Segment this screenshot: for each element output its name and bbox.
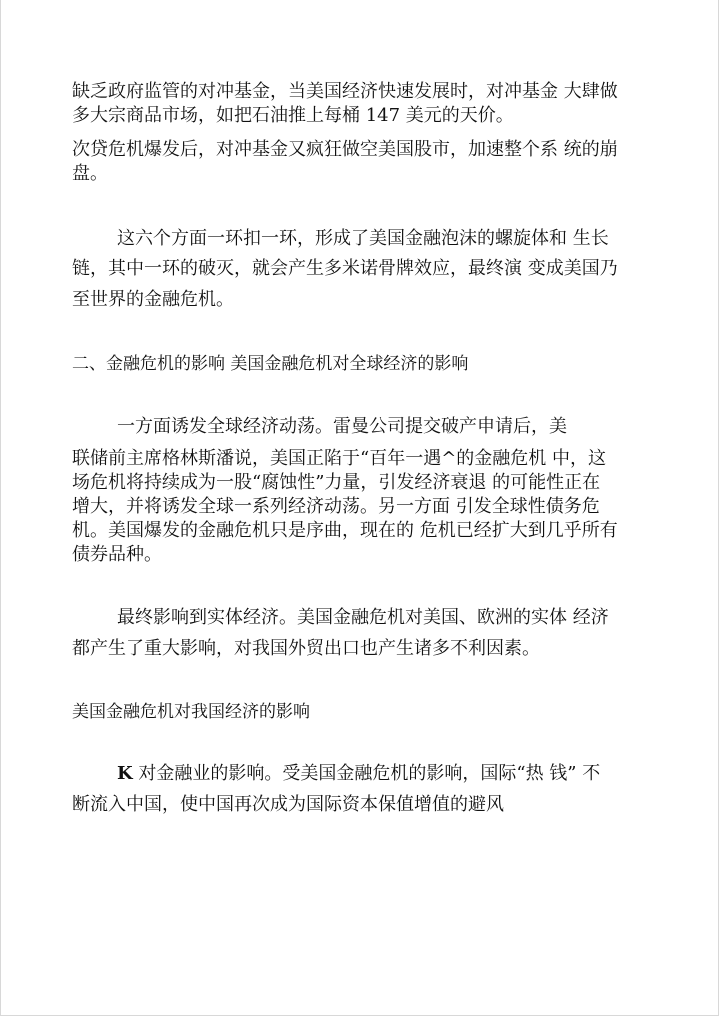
paragraph-2-line-1: 这六个方面一环扣一环，形成了美国金融泡沫的螺旋体和 生长 [117, 228, 609, 249]
paragraph-1-line-1: 缺乏政府监管的对冲基金，当美国经济快速发展时，对冲基金 大肆做 [72, 81, 618, 102]
paragraph-3-line-6: 债券品种。 [72, 544, 162, 565]
section-heading-china-impact: 美国金融危机对我国经济的影响 [72, 702, 310, 722]
paragraph-1-line-3: 次贷危机爆发后，对冲基金又疯狂做空美国股市，加速整个系 统的崩 [72, 139, 618, 160]
paragraph-2-line-2: 链，其中一环的破灭，就会产生多米诺骨牌效应，最终演 变成美国乃 [72, 258, 618, 279]
paragraph-5-line-1 [117, 762, 600, 786]
paragraph-1-line-2: 多大宗商品市场，如把石油推上每桶 147 美元的天价。 [72, 105, 514, 126]
section-heading-global-impact: 二、金融危机的影响 美国金融危机对全球经济的影响 [72, 354, 469, 374]
paragraph-3-line-2: 联储前主席格林斯潘说，美国正陷于“百年一遇^的金融危机 中，这 [72, 448, 607, 469]
paragraph-3-line-4: 增大，并将诱发全球一系列经济动荡。另一方面 引发全球性债务危 [72, 496, 600, 517]
paragraph-3-line-3: 场危机将持续成为一股“腐蚀性”力量，引发经济衰退 的可能性正在 [72, 472, 601, 493]
paragraph-4-line-2: 都产生了重大影响，对我国外贸出口也产生诸多不利因素。 [72, 638, 540, 659]
paragraph-1-line-4: 盘。 [72, 163, 108, 184]
paragraph-3-line-5: 机。美国爆发的金融危机只是序曲，现在的 危机已经扩大到几乎所有 [72, 520, 618, 541]
paragraph-5-line-1-text: 对金融业的影响。受美国金融危机的影响，国际“热 钱” 不 [132, 763, 601, 784]
paragraph-2-line-3: 至世界的金融危机。 [72, 289, 234, 310]
paragraph-4-line-1: 最终影响到实体经济。美国金融危机对美国、欧洲的实体 经济 [117, 607, 609, 628]
paragraph-5-line-2: 断流入中国，使中国再次成为国际资本保值增值的避风 [72, 794, 504, 815]
paragraph-3-line-1: 一方面诱发全球经济动荡。雷曼公司提交破产申请后，美 [117, 416, 567, 437]
paragraph-5-marker: K [117, 763, 133, 784]
